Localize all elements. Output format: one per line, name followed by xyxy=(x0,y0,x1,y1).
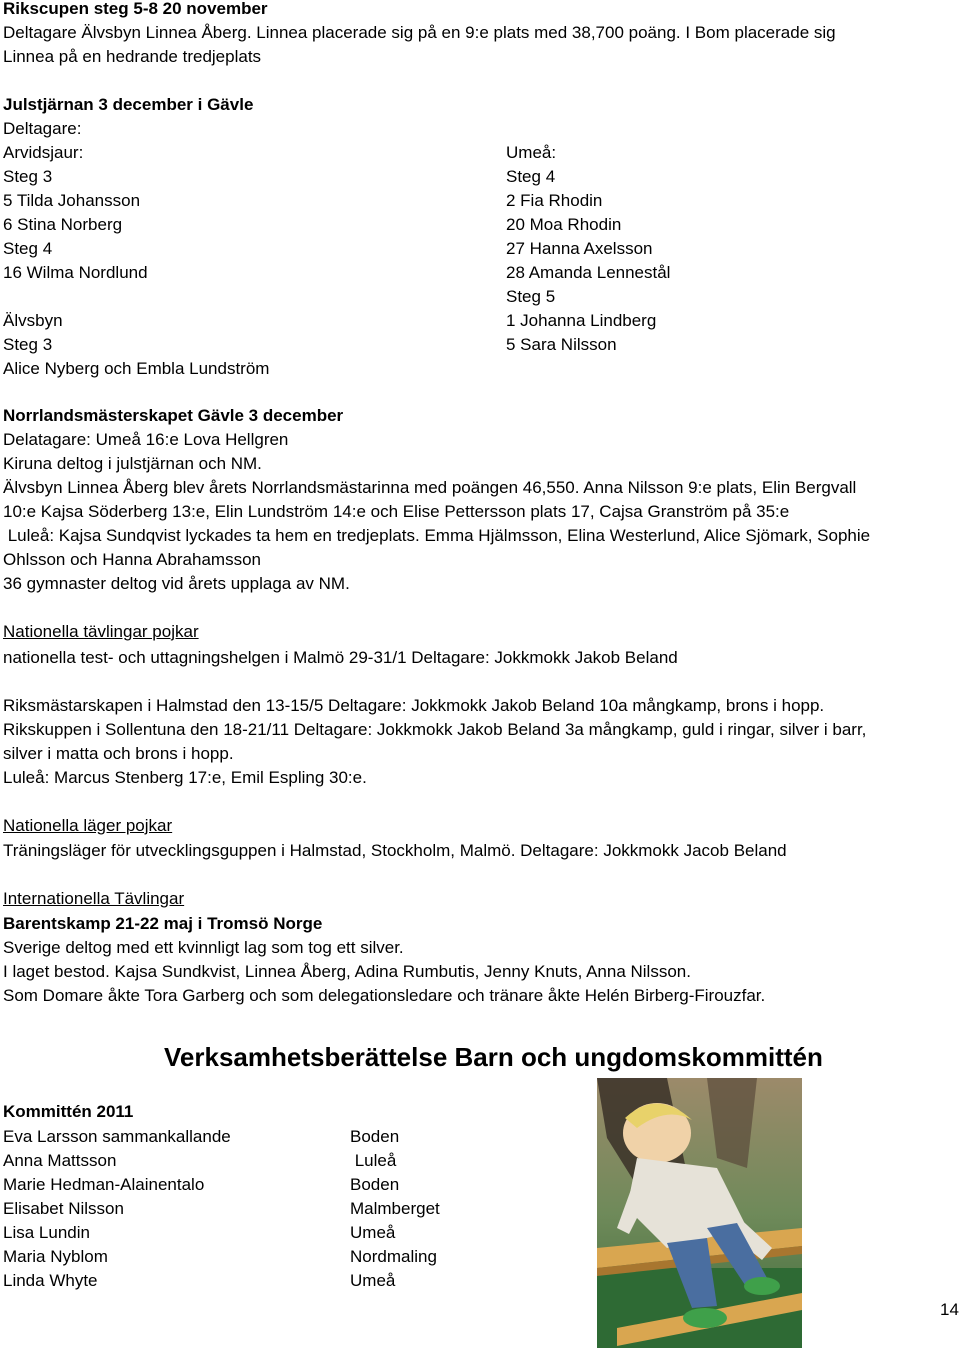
julstjarnan-right-line: Steg 5 xyxy=(506,287,556,306)
julstjarnan-left-line: Steg 3 xyxy=(3,335,53,354)
julstjarnan-right-line: 20 Moa Rhodin xyxy=(506,215,622,234)
julstjarnan-deltagare-label: Deltagare: xyxy=(3,119,82,138)
member-city: Malmberget xyxy=(350,1199,440,1218)
page-number: 14 xyxy=(940,1300,959,1319)
nat-tavlingar-line: nationella test- och uttagningshelgen i Malmö 29-31/1 Deltagare: Jokkmokk Jakob Beland xyxy=(3,648,678,667)
member-name: Marie Hedman-Alainentalo xyxy=(3,1175,205,1194)
nm-line: 10:e Kajsa Söderberg 13:e, Elin Lundström 14:e och Elise Pettersson plats 17, Cajsa Granström på 35:e xyxy=(3,502,790,521)
nm-line: Älvsbyn Linnea Åberg blev årets Norrlandsmästarinna med poängen 46,550. Anna Nilsson 9:e plats, Elin Bergvall xyxy=(3,478,857,497)
nat-lager-heading: Nationella läger pojkar xyxy=(3,816,173,835)
member-name: Linda Whyte xyxy=(3,1271,98,1290)
member-name: Maria Nyblom xyxy=(3,1247,108,1266)
nm-line: Delatagare: Umeå 16:e Lova Hellgren xyxy=(3,430,289,449)
photo-child-on-bench xyxy=(597,1078,802,1348)
julstjarnan-right-line: 27 Hanna Axelsson xyxy=(506,239,653,258)
julstjarnan-right-line: 2 Fia Rhodin xyxy=(506,191,603,210)
julstjarnan-left-line: 16 Wilma Nordlund xyxy=(3,263,148,282)
internationella-subheading: Barentskamp 21-22 maj i Tromsö Norge xyxy=(3,914,323,933)
nat-tavlingar-line: Riksmästarskapen i Halmstad den 13-15/5 Deltagare: Jokkmokk Jakob Beland 10a mångkamp, brons i hopp. xyxy=(3,696,825,715)
member-city: Nordmaling xyxy=(350,1247,437,1266)
member-city: Boden xyxy=(350,1175,400,1194)
rikscupen-heading: Rikscupen steg 5-8 20 november xyxy=(3,0,268,18)
nat-tavlingar-line: Luleå: Marcus Stenberg 17:e, Emil Espling 30:e. xyxy=(3,768,367,787)
julstjarnan-right-line: Umeå: xyxy=(506,143,557,162)
julstjarnan-right-line: 28 Amanda Lennestål xyxy=(506,263,671,282)
nm-line: 36 gymnaster deltog vid årets upplaga av NM. xyxy=(3,574,350,593)
julstjarnan-right-line: 5 Sara Nilsson xyxy=(506,335,617,354)
nat-tavlingar-line: silver i matta och brons i hopp. xyxy=(3,744,234,763)
julstjarnan-heading: Julstjärnan 3 december i Gävle xyxy=(3,95,254,114)
kommitten-heading: Kommittén 2011 xyxy=(3,1102,134,1121)
internationella-line: Som Domare åkte Tora Garberg och som delegationsledare och tränare åkte Helén Birberg-Firouzfar. xyxy=(3,986,766,1005)
member-city: Boden xyxy=(350,1127,400,1146)
julstjarnan-left-line: Steg 3 xyxy=(3,167,53,186)
julstjarnan-left-line: Steg 4 xyxy=(3,239,53,258)
julstjarnan-left-line: Alice Nyberg och Embla Lundström xyxy=(3,359,270,378)
section-title: Verksamhetsberättelse Barn och ungdomskommittén xyxy=(164,1042,823,1072)
internationella-line: I laget bestod. Kajsa Sundkvist, Linnea Åberg, Adina Rumbutis, Jenny Knuts, Anna Nilsson. xyxy=(3,962,691,981)
julstjarnan-left-line: 6 Stina Norberg xyxy=(3,215,123,234)
member-name: Lisa Lundin xyxy=(3,1223,90,1242)
julstjarnan-right-line: 1 Johanna Lindberg xyxy=(506,311,657,330)
nat-tavlingar-line: Rikskuppen i Sollentuna den 18-21/11 Deltagare: Jokkmokk Jakob Beland 3a mångkamp, guld i ringar, silver i barr, xyxy=(3,720,867,739)
nm-heading: Norrlandsmästerskapet Gävle 3 december xyxy=(3,406,344,425)
rikscupen-line: Linnea på en hedrande tredjeplats xyxy=(3,47,262,66)
member-city: Umeå xyxy=(350,1271,396,1290)
internationella-heading: Internationella Tävlingar xyxy=(3,889,185,908)
member-name: Anna Mattsson xyxy=(3,1151,117,1170)
internationella-line: Sverige deltog med ett kvinnligt lag som tog ett silver. xyxy=(3,938,404,957)
member-city: Luleå xyxy=(350,1151,397,1170)
rikscupen-line: Deltagare Älvsbyn Linnea Åberg. Linnea placerade sig på en 9:e plats med 38,700 poäng. I Bom placerade sig xyxy=(3,23,836,42)
nat-tavlingar-heading: Nationella tävlingar pojkar xyxy=(3,622,199,641)
nm-line: Kiruna deltog i julstjärnan och NM. xyxy=(3,454,262,473)
nm-line: Luleå: Kajsa Sundqvist lyckades ta hem en tredjeplats. Emma Hjälmsson, Elina Westerlund, Alice Sjömark, Sophie xyxy=(3,526,871,545)
member-name: Eva Larsson sammankallande xyxy=(3,1127,231,1146)
nat-lager-line: Träningsläger för utvecklingsguppen i Halmstad, Stockholm, Malmö. Deltagare: Jokkmokk Jacob Beland xyxy=(3,841,787,860)
member-city: Umeå xyxy=(350,1223,396,1242)
julstjarnan-right-line: Steg 4 xyxy=(506,167,556,186)
julstjarnan-left-line: Älvsbyn xyxy=(3,311,63,330)
member-name: Elisabet Nilsson xyxy=(3,1199,124,1218)
nm-line: Ohlsson och Hanna Abrahamsson xyxy=(3,550,261,569)
julstjarnan-left-line: 5 Tilda Johansson xyxy=(3,191,141,210)
julstjarnan-left-line: Arvidsjaur: xyxy=(3,143,84,162)
